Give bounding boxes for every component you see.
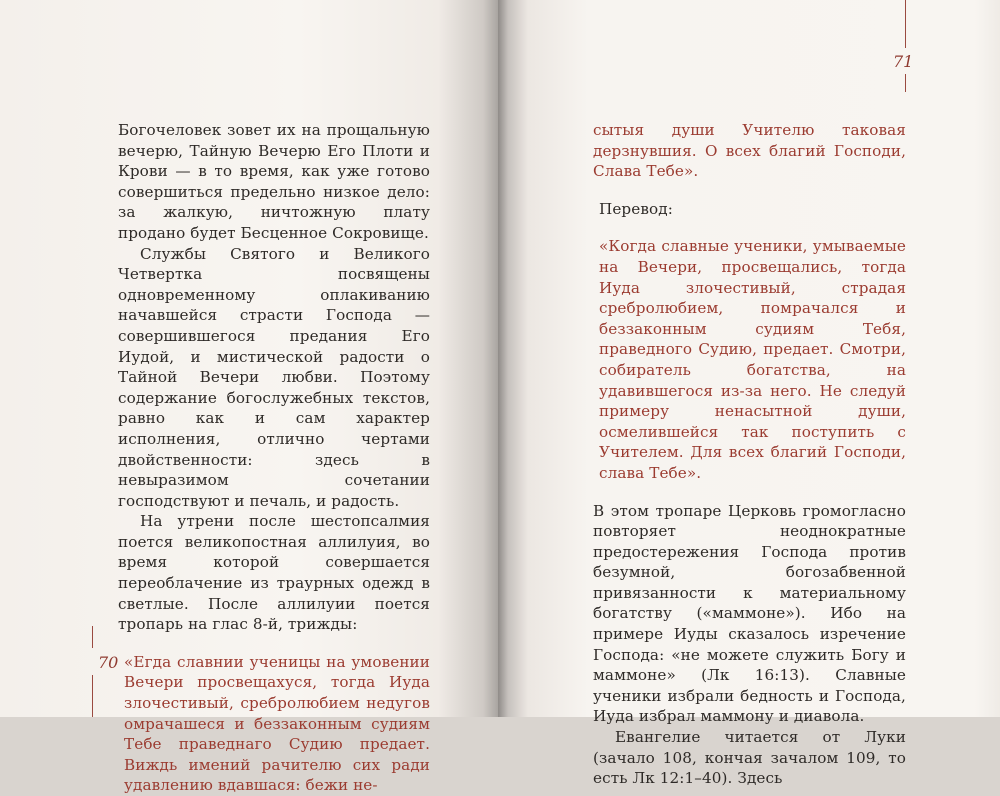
left-page-text [118, 120, 430, 796]
left-page [0, 0, 498, 795]
margin-rule [905, 74, 906, 92]
paragraph: Службы Святого и Великого Четвертка посвящены одновременному оплакиванию начавшейся страсти Господа — совершившегося предания Его Иудой, и мистической радости о Тайной Вечери любви. Поэтому содержание богослужебных текстов, равно как и сам характер исполнения, отлично чертами двойственности: здесь в невыразимом сочетании господствуют и печаль, и радость. [118, 244, 430, 510]
troparion-quote: «Егда славнии ученицы на умовении Вечери просвещахуся, тогда Иуда злочестивый, сребролюбием недугов омрачашеся и беззаконным судиям Тебе праведнаго Судию предает. Виждь имений рачителю сих ради удавлению вдавшася: бежи не- [124, 652, 430, 795]
paragraph: В этом тропаре Церковь громогласно повторяет неоднократные предостережения Господа против безумной, богозабвенной привязанности к материальному богатству («маммоне»). Ибо на примере Иуды сказалось изречение Господа: «не можете служить Богу и маммоне» (Лк 16:13). Славные ученики избрали бедность и Господа, Иуда избрал маммону и диавола. [593, 501, 906, 726]
translation-label: Перевод: [599, 199, 673, 218]
right-page-text [593, 120, 906, 789]
paragraph: Богочеловек зовет их на прощальную вечерю, Тайную Вечерю Его Плоти и Крови — в то время, как уже готово совершиться предельно низкое дело: за жалкую, ничтожную плату продано будет Бесценное Сокровище. [118, 121, 430, 242]
margin-rule [905, 0, 906, 48]
page-number-left: 70 [98, 653, 119, 672]
margin-rule [92, 675, 93, 717]
paragraph: Евангелие читается от Луки (зачало 108, кончая зачалом 109, то есть Лк 12:1–40). Здесь [593, 728, 906, 788]
page-number-right: 71 [893, 52, 914, 71]
troparion-quote-continued: сытыя души Учителю таковая дерзнувшия. О всех благий Господи, Слава Тебе». [593, 121, 906, 181]
translation-quote: «Когда славные ученики, умываемые на Вечери, просвещались, тогда Иуда злочестивый, страдая сребролюбием, помрачался и беззаконным судиям Тебя, праведного Судию, предает. Смотри, собиратель богатства, на удавившегося из-за него. Не следуй примеру ненасытной души, осмелившейся так поступить с Учителем. Для всех благий Господи, слава Тебе». [599, 237, 906, 482]
margin-rule [92, 626, 93, 648]
paragraph: На утрени после шестопсалмия поется великопостная аллилуия, во время которой совершается переоблачение из траурных одежд в светлые. После аллилуии поется тропарь на глас 8-й, трижды: [118, 512, 430, 634]
